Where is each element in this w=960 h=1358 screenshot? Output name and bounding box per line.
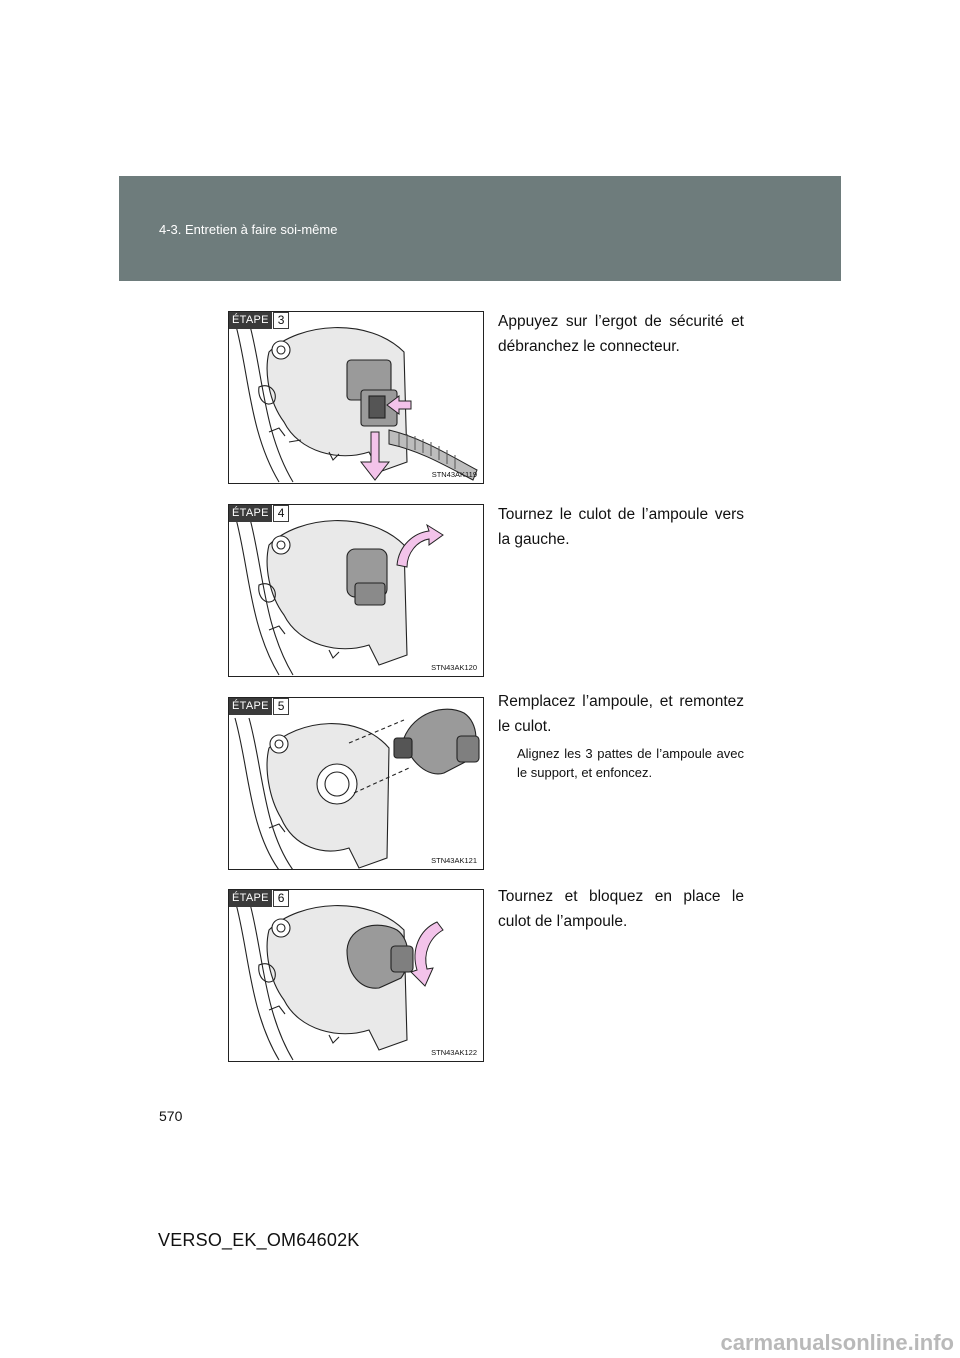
step-4-text: Tournez le culot de l’ampoule vers la gauche. bbox=[498, 506, 744, 548]
step-number: 3 bbox=[273, 312, 290, 329]
figure-code: STN43AK122 bbox=[431, 1048, 477, 1057]
step-3-figure bbox=[228, 311, 484, 484]
step-badge-label: ÉTAPE bbox=[229, 890, 272, 907]
headlight-connector-illustration bbox=[229, 312, 484, 484]
step-number: 6 bbox=[273, 890, 290, 907]
step-5-figure bbox=[228, 697, 484, 870]
step-badge-label: ÉTAPE bbox=[229, 698, 272, 715]
page-number: 570 bbox=[159, 1108, 183, 1124]
watermark-link[interactable]: carmanualsonline.info bbox=[720, 1330, 954, 1355]
section-title: 4-3. Entretien à faire soi-même bbox=[159, 222, 338, 237]
bulb-lock-illustration bbox=[229, 890, 484, 1062]
step-badge bbox=[229, 505, 289, 522]
step-3-text: Appuyez sur l’ergot de sécurité et débranchez le connecteur. bbox=[498, 313, 744, 355]
step-5-text: Remplacez l’ampoule, et remontez le culot. bbox=[498, 693, 744, 735]
step-6-figure bbox=[228, 889, 484, 1062]
figure-code: STN43AK121 bbox=[431, 856, 477, 865]
step-6-text: Tournez et bloquez en place le culot de l’ampoule. bbox=[498, 888, 744, 930]
step-5-note: Alignez les 3 pattes de l’ampoule avec le support, et enfoncez. bbox=[517, 746, 744, 780]
arrow-rotate-left bbox=[397, 525, 443, 567]
step-badge-label: ÉTAPE bbox=[229, 312, 272, 329]
bulb-replace-illustration bbox=[229, 698, 484, 870]
figure-code: STN43AK119 bbox=[431, 470, 477, 479]
step-badge bbox=[229, 890, 289, 907]
step-badge-label: ÉTAPE bbox=[229, 505, 272, 522]
step-number: 5 bbox=[273, 698, 290, 715]
step-badge bbox=[229, 698, 289, 715]
document-code: VERSO_EK_OM64602K bbox=[158, 1230, 360, 1250]
bulb-socket-rotate-illustration bbox=[229, 505, 484, 677]
arrow-rotate-right bbox=[411, 922, 443, 986]
header-bar bbox=[119, 176, 841, 281]
step-4-figure bbox=[228, 504, 484, 677]
step-badge bbox=[229, 312, 289, 329]
step-number: 4 bbox=[273, 505, 290, 522]
figure-code: STN43AK120 bbox=[431, 663, 477, 672]
